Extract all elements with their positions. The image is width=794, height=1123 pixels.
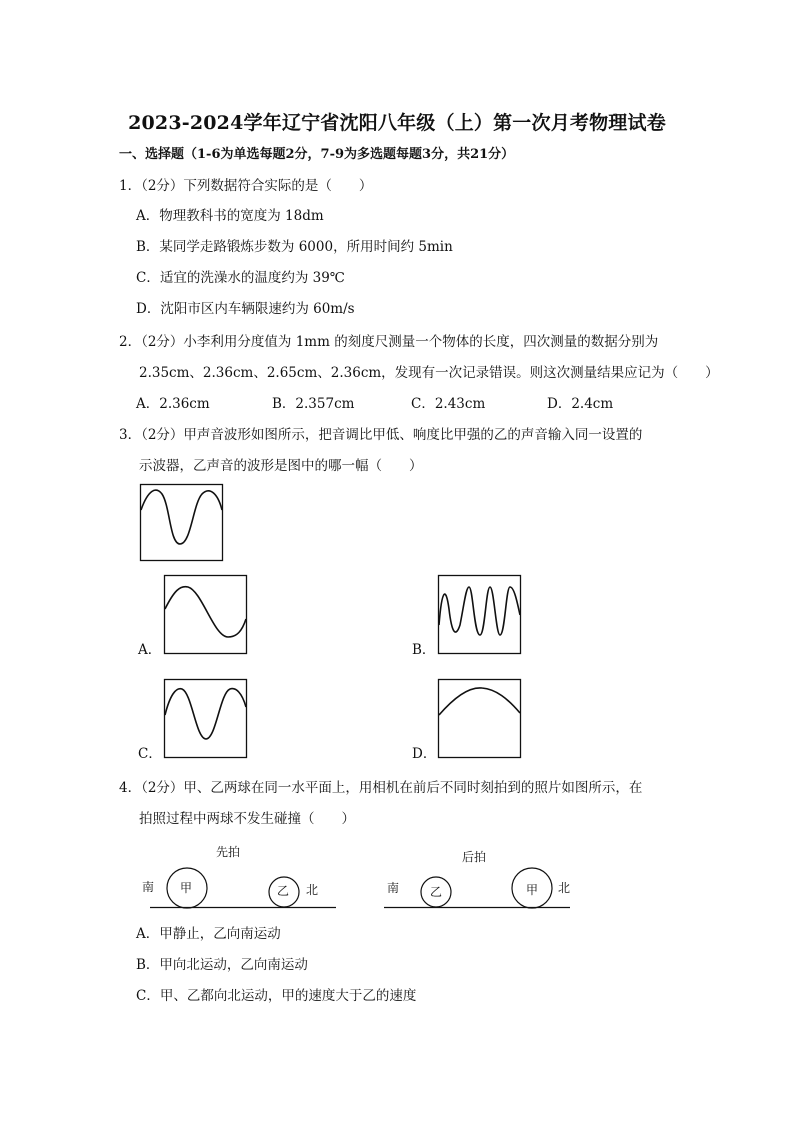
waveform-trace [165, 689, 246, 739]
question-3-stem-line1: 3．（2分）甲声音波形如图所示，把音调比甲低、响度比甲强的乙的声音输入同一设置的 [119, 427, 643, 443]
question-3-option-a-label: A． [138, 642, 162, 658]
question-3-option-c-label: C． [138, 746, 162, 762]
figure1-caption: 先拍 [216, 845, 241, 859]
waveform-trace [439, 587, 520, 635]
oscilloscope-frame [439, 680, 521, 758]
question-2-option-b: B．2.357cm [272, 396, 355, 412]
question-4-stem-line1: 4．（2分）甲、乙两球在同一水平面上，用相机在前后不同时刻拍到的照片如图所示，在 [119, 780, 643, 796]
waveform-option-c [164, 679, 248, 759]
question-1-option-a: A．物理教科书的宽度为 18dm [136, 208, 324, 224]
waveform-trace [439, 688, 520, 715]
waveform-option-d [438, 679, 522, 759]
question-1-option-c: C．适宜的洗澡水的温度约为 39℃ [136, 270, 345, 286]
question-1-stem: 1．（2分）下列数据符合实际的是（ ） [119, 178, 373, 194]
figure1-south-label: 南 [142, 880, 155, 894]
question-2-stem-line1: 2．（2分）小李利用分度值为 1mm 的刻度尺测量一个物体的长度，四次测量的数据分别为 [119, 334, 659, 350]
question-4-stem-line2: 拍照过程中两球不发生碰撞（ ） [139, 811, 355, 827]
waveform-trace [141, 490, 222, 544]
oscilloscope-frame [165, 680, 247, 758]
figure2-scene [384, 860, 574, 910]
question-1-option-d: D．沈阳市区内车辆限速约为 60m/s [136, 301, 355, 317]
section-heading: 一、选择题（1-6为单选每题2分，7-9为多选题每题3分，共21分） [119, 147, 515, 162]
waveform-trace [165, 587, 246, 637]
question-4-option-a: A．甲静止，乙向南运动 [136, 926, 281, 942]
waveform-option-a [164, 575, 248, 655]
waveform-option-b [438, 575, 522, 655]
question-2-option-a: A．2.36cm [136, 396, 210, 412]
figure1-ball-yi-label: 乙 [277, 884, 290, 898]
question-4-option-c: C．甲、乙都向北运动，甲的速度大于乙的速度 [136, 988, 417, 1004]
figure1-ball-jia-label: 甲 [180, 881, 193, 895]
waveform-reference-figure [140, 484, 224, 562]
oscilloscope-frame [141, 485, 223, 561]
question-2-option-c: C．2.43cm [411, 396, 486, 412]
question-2-option-d: D．2.4cm [547, 396, 614, 412]
figure2-north-label: 北 [558, 881, 571, 895]
oscilloscope-frame [165, 576, 247, 654]
question-3-stem-line2: 示波器，乙声音的波形是图中的哪一幅（ ） [139, 458, 423, 474]
page-title: 2023-2024学年辽宁省沈阳八年级（上）第一次月考物理试卷 [128, 112, 666, 134]
figure1-scene [150, 860, 340, 910]
question-3-option-b-label: B． [412, 642, 436, 658]
figure2-ball-yi-label: 乙 [430, 885, 443, 899]
question-3-option-d-label: D． [412, 746, 437, 762]
oscilloscope-frame [439, 576, 521, 654]
question-2-stem-line2: 2.35cm、2.36cm、2.65cm、2.36cm，发现有一次记录错误。则这次测量结果应记为（ ） [139, 365, 719, 381]
question-1-option-b: B．某同学走路锻炼步数为 6000，所用时间约 5min [136, 239, 453, 255]
figure2-ball-jia-label: 甲 [526, 883, 539, 897]
figure1-north-label: 北 [306, 883, 319, 897]
figure2-caption: 后拍 [462, 850, 487, 864]
question-4-option-b: B．甲向北运动，乙向南运动 [136, 957, 308, 973]
figure2-south-label: 南 [387, 881, 400, 895]
